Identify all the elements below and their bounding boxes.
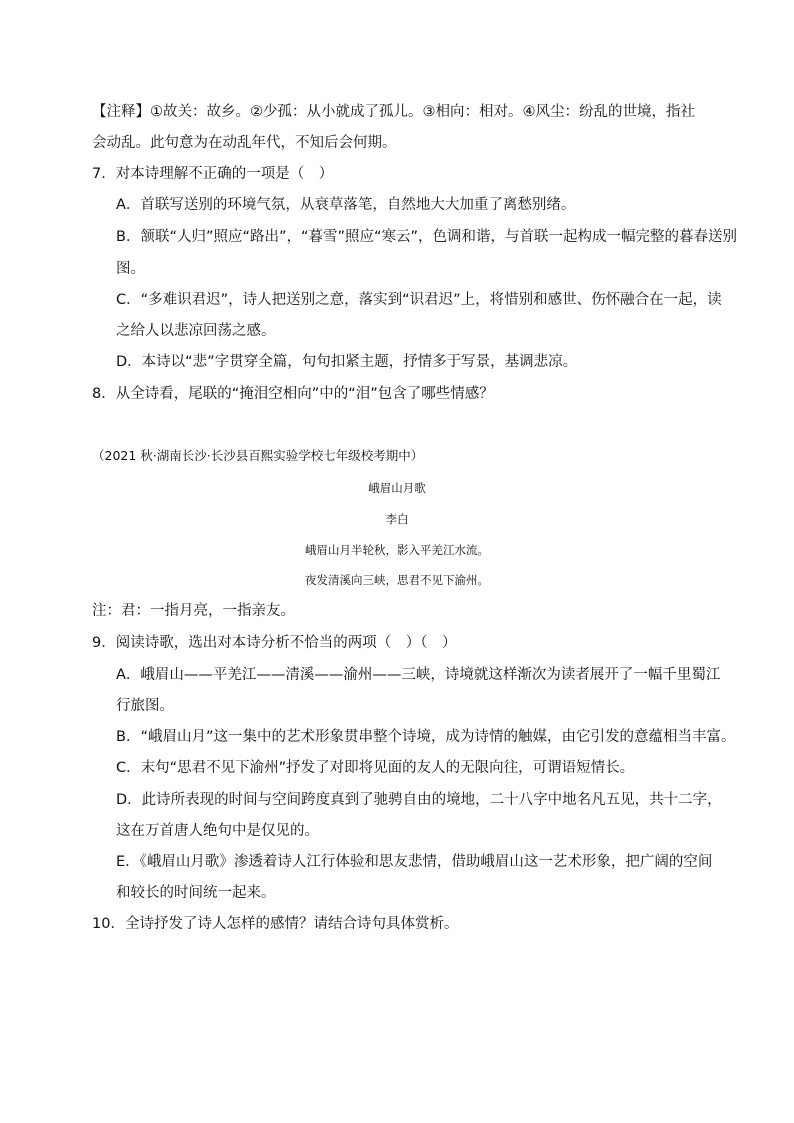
q7-option-a: A．首联写送别的环境气氛，从衰草落笔，自然地大大加重了离愁别绪。	[116, 197, 576, 213]
poem-title: 峨眉山月歌	[368, 481, 426, 495]
q9-option-e-line-1: E．《峨眉山月歌》渗透着诗人江行体验和思友悲情，借助峨眉山这一艺术形象，把广阔的空间	[116, 854, 713, 870]
question-7-stem: 7．对本诗理解不正确的一项是（ ）	[92, 166, 334, 182]
q7-option-d: D．本诗以“悲”字贯穿全篇，句句扣紧主题，抒情多于写景，基调悲凉。	[116, 354, 578, 370]
q9-option-b: B．“峨眉山月”这一集中的艺术形象贯串整个诗境，成为诗情的触媒，由它引发的意蕴相当丰富。	[116, 729, 736, 745]
q9-option-a-line-1: A．峨眉山——平羌江——清溪——渝州——三峡，诗境就这样渐次为读者展开了一幅千里蜀江	[116, 667, 721, 683]
q7-option-c-line-1: C．“多难识君迟”，诗人把送别之意，落实到“识君迟”上，将惜别和感世、伤怀融合在一起，读	[116, 292, 722, 308]
notes-line-2: 会动乱。此句意为在动乱年代，不知后会何期。	[92, 135, 397, 151]
poem-line-2: 夜发清溪向三峡，思君不见下渝州。	[305, 573, 489, 587]
question-9-stem: 9．阅读诗歌，选出对本诗分析不恰当的两项（ ）（ ）	[92, 635, 457, 651]
question-8-stem: 8．从全诗看，尾联的“掩泪空相向”中的“泪”包含了哪些情感？	[92, 386, 494, 402]
q7-option-b-line-1: B．颔联“人归”照应“路出”，“暮雪”照应“寒云”，色调和谐，与首联一起构成一幅完整的暮春送别	[116, 229, 738, 245]
question-10-stem: 10．全诗抒发了诗人怎样的感情？请结合诗句具体赏析。	[92, 916, 459, 932]
poem-line-1: 峨眉山月半轮秋，影入平羌江水流。	[305, 543, 489, 557]
poem-author: 李白	[385, 512, 409, 526]
q9-option-e-line-2: 和较长的时间统一起来。	[116, 885, 276, 901]
source-citation: （2021 秋·湖南长沙·长沙县百熙实验学校七年级校考期中）	[92, 448, 424, 463]
q9-option-c: C．末句“思君不见下渝州”抒发了对即将见面的友人的无限向往，可谓语短情长。	[116, 760, 635, 776]
notes-line-1: 【注释】①故关：故乡。②少孤：从小就成了孤儿。③相向：相对。④风尘：纷乱的世境，指社	[92, 104, 695, 120]
poem-annotation: 注：君：一指月亮，一指亲友。	[92, 603, 295, 619]
q9-option-d-line-2: 这在万首唐人绝句中是仅见的。	[116, 823, 319, 839]
q9-option-d-line-1: D．此诗所表现的时间与空间跨度真到了驰骋自由的境地，二十八字中地名凡五见，共十二字，	[116, 792, 722, 808]
q7-option-b-line-2: 图。	[116, 261, 145, 277]
q7-option-c-line-2: 之给人以悲凉回荡之感。	[116, 323, 276, 339]
q9-option-a-line-2: 行旅图。	[116, 698, 174, 714]
